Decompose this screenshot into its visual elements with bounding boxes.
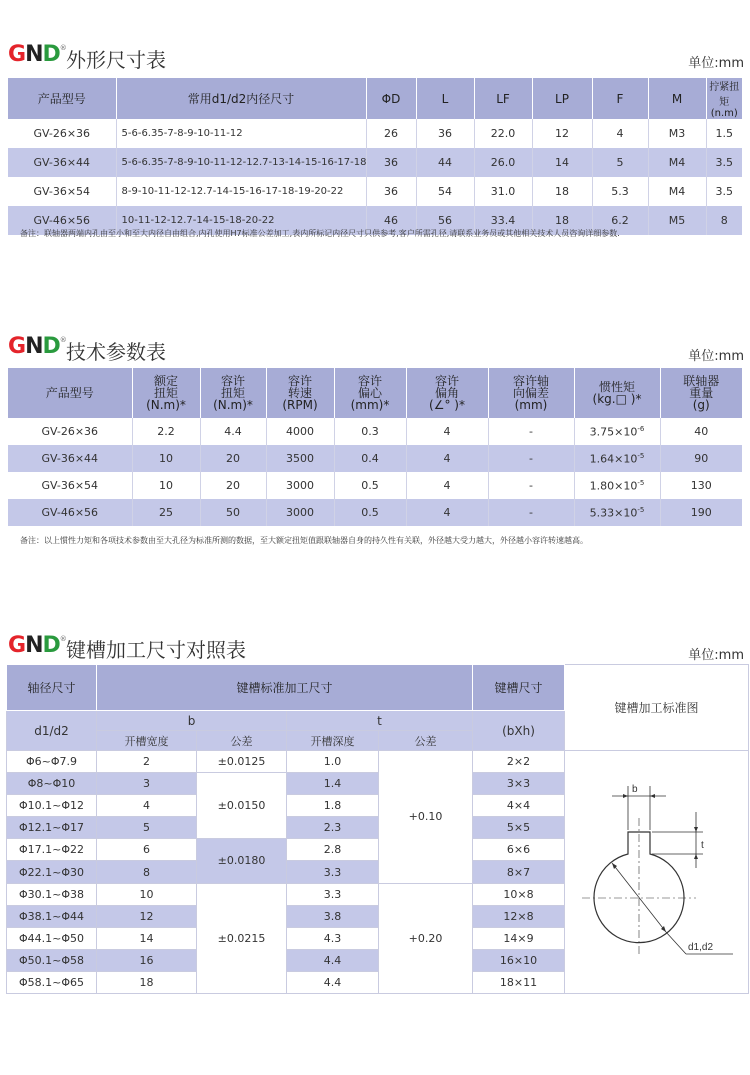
keysize-cell: 18×11 (473, 971, 565, 993)
depth-cell: 3.3 (287, 861, 379, 883)
table-cell: 4.4 (200, 418, 266, 445)
width-cell: 14 (97, 927, 197, 949)
table-cell: 46 (366, 206, 416, 235)
depth-cell: 4.4 (287, 949, 379, 971)
table-cell: GV-36×44 (8, 445, 132, 472)
table-cell: 3.5 (706, 148, 742, 177)
unit-label: 单位:mm (688, 349, 744, 364)
column-header: L (416, 78, 474, 119)
inertia-exponent: -5 (637, 478, 645, 487)
shaft-cell: Φ38.1~Φ44 (7, 905, 97, 927)
table-cell: 54 (416, 177, 474, 206)
shaft-cell: Φ22.1~Φ30 (7, 861, 97, 883)
table-cell: 3000 (266, 472, 334, 499)
table-cell: 36 (366, 148, 416, 177)
column-header: 拧紧扭矩 (n.m) (706, 78, 742, 119)
column-header: 常用d1/d2内径尺寸 (116, 78, 366, 119)
depth-cell: 1.4 (287, 773, 379, 795)
table-cell: 4 (592, 119, 648, 148)
shaft-cell: Φ58.1~Φ65 (7, 971, 97, 993)
section-title: 键槽加工尺寸对照表 (66, 638, 246, 662)
table-cell: 36 (416, 119, 474, 148)
column-header: LP (532, 78, 592, 119)
table-cell: 22.0 (474, 119, 532, 148)
brand-logo: G N D ® (8, 42, 67, 67)
table-cell: - (488, 472, 574, 499)
table-cell: GV-26×36 (8, 119, 116, 148)
shaft-cell: Φ17.1~Φ22 (7, 839, 97, 861)
table-cell: GV-36×54 (8, 472, 132, 499)
table-cell: 18 (532, 177, 592, 206)
table-cell: M4 (648, 148, 706, 177)
table-cell: - (488, 418, 574, 445)
table-cell: 40 (660, 418, 742, 445)
width-cell: 5 (97, 817, 197, 839)
inertia-base: 1.80×10 (589, 479, 638, 493)
keysize-cell: 4×4 (473, 795, 565, 817)
column-header: 联轴器 重量 (g) (660, 368, 742, 418)
column-header: 容许 扭矩 (N.m)* (200, 368, 266, 418)
table-cell: 8 (706, 206, 742, 235)
tolerance-b-cell: ±0.0180 (197, 839, 287, 883)
table-cell: 4 (406, 499, 488, 526)
table-cell: 1.5 (706, 119, 742, 148)
column-header: M (648, 78, 706, 119)
column-header: 惯性矩 (kg.□ )* (574, 368, 660, 418)
header-d: d1/d2 (7, 711, 97, 751)
table-cell: 4 (406, 445, 488, 472)
table-cell: 12 (532, 119, 592, 148)
keyway-diagram (568, 768, 748, 1004)
keysize-cell: 6×6 (473, 839, 565, 861)
table-cell: 36 (366, 177, 416, 206)
keysize-cell: 5×5 (473, 817, 565, 839)
table-cell: 0.5 (334, 499, 406, 526)
table-cell: 3.5 (706, 177, 742, 206)
table-cell: - (488, 445, 574, 472)
header-t: t (287, 711, 473, 731)
shaft-cell: Φ50.1~Φ58 (7, 949, 97, 971)
table-cell: 4 (406, 472, 488, 499)
column-header: LF (474, 78, 532, 119)
keysize-cell: 8×7 (473, 861, 565, 883)
inertia-base: 3.75×10 (589, 425, 638, 439)
tolerance-b-cell: ±0.0215 (197, 883, 287, 993)
table-cell: 31.0 (474, 177, 532, 206)
table-cell: 10 (132, 445, 200, 472)
width-cell: 3 (97, 773, 197, 795)
section-title: 外形尺寸表 (66, 48, 166, 72)
table-cell: 26.0 (474, 148, 532, 177)
table-cell: 33.4 (474, 206, 532, 235)
column-header: F (592, 78, 648, 119)
table-cell: 0.3 (334, 418, 406, 445)
inertia-exponent: -5 (637, 451, 645, 460)
table-cell: 190 (660, 499, 742, 526)
shaft-cell: Φ44.1~Φ50 (7, 927, 97, 949)
depth-cell: 4.3 (287, 927, 379, 949)
brand-logo: G N D ® (8, 633, 67, 658)
width-cell: 18 (97, 971, 197, 993)
inertia-exponent: -6 (637, 424, 645, 433)
table-cell: 44 (416, 148, 474, 177)
width-cell: 4 (97, 795, 197, 817)
column-header: 额定 扭矩 (N.m)* (132, 368, 200, 418)
depth-cell: 2.8 (287, 839, 379, 861)
depth-cell: 1.0 (287, 751, 379, 773)
tolerance-t-cell: +0.20 (379, 883, 473, 993)
table-cell: 5 (592, 148, 648, 177)
inertia-base: 5.33×10 (589, 506, 638, 520)
depth-cell: 4.4 (287, 971, 379, 993)
keysize-cell: 3×3 (473, 773, 565, 795)
shaft-cell: Φ6~Φ7.9 (7, 751, 97, 773)
table-cell: 20 (200, 445, 266, 472)
header-standard: 键槽标准加工尺寸 (97, 665, 473, 711)
table-cell: 4 (406, 418, 488, 445)
width-cell: 8 (97, 861, 197, 883)
label-d: d1,d2 (688, 942, 714, 953)
table-cell: 90 (660, 445, 742, 472)
table-cell: 10-11-12-12.7-14-15-18-20-22 (116, 206, 366, 235)
table-cell: GV-36×54 (8, 177, 116, 206)
table-cell: - (488, 499, 574, 526)
table-cell: 0.4 (334, 445, 406, 472)
table-cell: M3 (648, 119, 706, 148)
table-cell: 8-9-10-11-12-12.7-14-15-16-17-18-19-20-22 (116, 177, 366, 206)
keysize-cell: 16×10 (473, 949, 565, 971)
shaft-cell: Φ8~Φ10 (7, 773, 97, 795)
inertia-base: 1.64×10 (589, 452, 638, 466)
header-bxh: (bXh) (473, 711, 565, 751)
table-cell: 20 (200, 472, 266, 499)
width-cell: 6 (97, 839, 197, 861)
table-cell: 56 (416, 206, 474, 235)
brand-logo: G N D ® (8, 334, 67, 359)
inertia-exponent: -5 (637, 505, 645, 514)
keysize-cell: 2×2 (473, 751, 565, 773)
column-header: 容许 偏心 (mm)* (334, 368, 406, 418)
table-cell: GV-46×56 (8, 499, 132, 526)
depth-cell: 3.3 (287, 883, 379, 905)
table-cell: 4000 (266, 418, 334, 445)
table-cell: M5 (648, 206, 706, 235)
header-keysize: 键槽尺寸 (473, 665, 565, 711)
label-b: b (632, 784, 638, 795)
table-cell: 14 (532, 148, 592, 177)
depth-cell: 1.8 (287, 795, 379, 817)
keysize-cell: 12×8 (473, 905, 565, 927)
table-cell: 2.2 (132, 418, 200, 445)
table-cell: 3500 (266, 445, 334, 472)
depth-cell: 2.3 (287, 817, 379, 839)
width-cell: 2 (97, 751, 197, 773)
label-t: t (701, 840, 704, 851)
table-cell: 5-6-6.35-7-8-9-10-11-12 (116, 119, 366, 148)
table-cell: 6.2 (592, 206, 648, 235)
header-tol: 公差 (197, 731, 287, 751)
table-cell: GV-26×36 (8, 418, 132, 445)
unit-label: 单位:mm (688, 648, 744, 663)
header-tol2: 公差 (379, 731, 473, 751)
table-cell: 50 (200, 499, 266, 526)
tolerance-b-cell: ±0.0125 (197, 751, 287, 773)
table-note: 备注：以上惯性力矩和各项技术参数由至大孔径为标准所测的数据，至大额定扭矩值跟联轴器自身的持久性有关联，外径越大受力越大，外径越小容许转速越高。 (20, 536, 588, 545)
column-header: ΦD (366, 78, 416, 119)
table-cell: 3000 (266, 499, 334, 526)
keysize-cell: 10×8 (473, 883, 565, 905)
unit-label: 单位:mm (688, 56, 744, 71)
shaft-cell: Φ10.1~Φ12 (7, 795, 97, 817)
header-b: b (97, 711, 287, 731)
column-header: 容许 偏角 (∠° )* (406, 368, 488, 418)
header-diagram: 键槽加工标准图 (565, 665, 749, 751)
keysize-cell: 14×9 (473, 927, 565, 949)
column-header: 容许 转速 (RPM) (266, 368, 334, 418)
table-cell: 130 (660, 472, 742, 499)
table-cell: M4 (648, 177, 706, 206)
width-cell: 10 (97, 883, 197, 905)
depth-cell: 3.8 (287, 905, 379, 927)
header-depth: 开槽深度 (287, 731, 379, 751)
header-shaft: 轴径尺寸 (7, 665, 97, 711)
width-cell: 16 (97, 949, 197, 971)
section-title: 技术参数表 (66, 340, 166, 364)
tolerance-t-cell: +0.10 (379, 751, 473, 884)
table-cell: 18 (532, 206, 592, 235)
table-cell: 26 (366, 119, 416, 148)
column-header: 容许轴 向偏差 (mm) (488, 368, 574, 418)
table-cell: GV-36×44 (8, 148, 116, 177)
table-cell: 25 (132, 499, 200, 526)
table-cell: 5-6-6.35-7-8-9-10-11-12-12.7-13-14-15-16-17-18 (116, 148, 366, 177)
table-note: 备注：联轴器两端内孔由至小和至大内径自由组合,内孔使用H7标准公差加工,表内所标记内径尺寸只供参考,客户所需孔径,请联系业务员或其他相关技术人员咨询详细参数. (20, 229, 620, 238)
tolerance-b-cell: ±0.0150 (197, 773, 287, 839)
table-cell: 0.5 (334, 472, 406, 499)
shaft-cell: Φ30.1~Φ38 (7, 883, 97, 905)
table-cell: 5.3 (592, 177, 648, 206)
table-cell: 10 (132, 472, 200, 499)
column-header: 产品型号 (8, 368, 132, 418)
shaft-cell: Φ12.1~Φ17 (7, 817, 97, 839)
column-header: 产品型号 (8, 78, 116, 119)
width-cell: 12 (97, 905, 197, 927)
table-cell: GV-46×56 (8, 206, 116, 235)
header-width: 开槽宽度 (97, 731, 197, 751)
